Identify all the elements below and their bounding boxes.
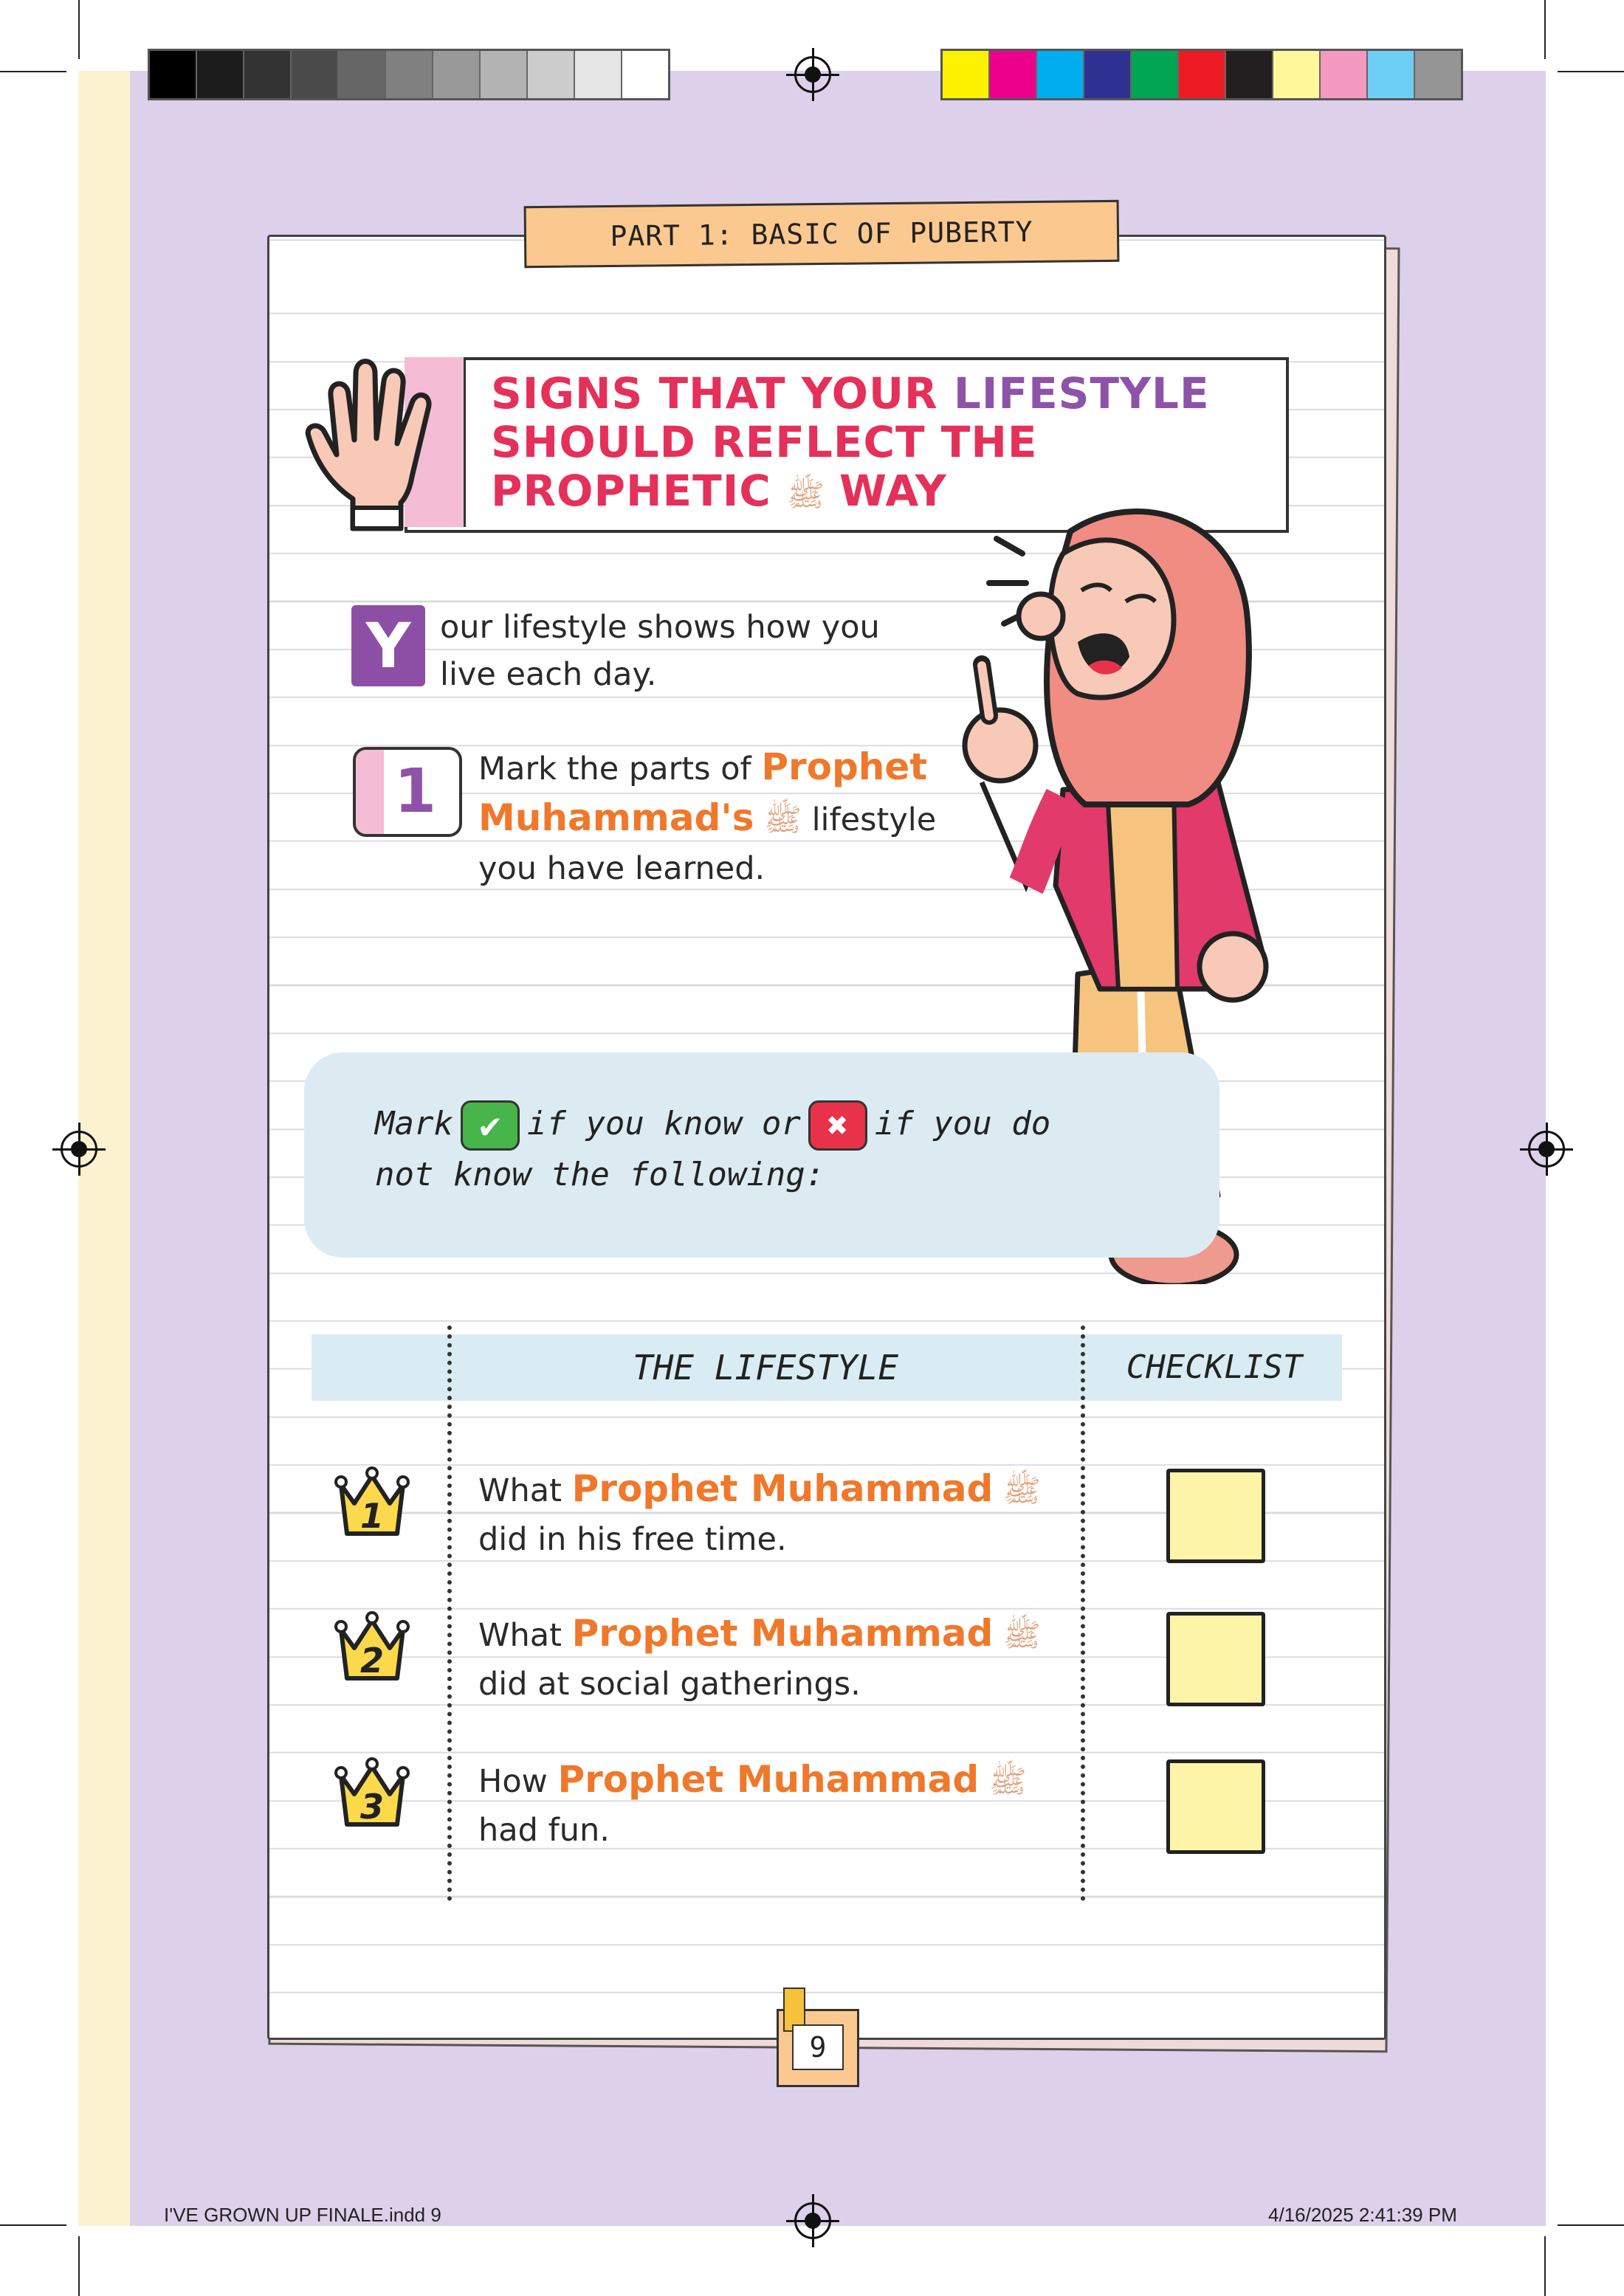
table-row-text <box>478 1464 1069 1564</box>
color-swatch <box>150 51 197 98</box>
row-number: 3 <box>359 1787 385 1827</box>
crown-number-icon <box>334 1607 410 1684</box>
color-swatch <box>244 51 292 98</box>
color-swatch <box>622 51 668 98</box>
color-swatch <box>1368 51 1415 98</box>
honorific-icon: ﷺ <box>1003 1617 1041 1653</box>
instruction-highlight: Prophet <box>761 745 928 788</box>
grayscale-color-bar <box>148 49 670 100</box>
row-text: did in his free time. <box>478 1521 787 1558</box>
row-text: did at social gatherings. <box>478 1666 861 1703</box>
slug-filename: I'VE GROWN UP FINALE.indd 9 <box>164 2204 441 2226</box>
color-swatch <box>1179 51 1226 98</box>
title-text: SIGNS THAT YOUR <box>491 368 954 418</box>
mark-instruction <box>375 1100 1113 1199</box>
color-swatch <box>292 51 339 98</box>
row-highlight: Prophet Muhammad <box>571 1612 994 1655</box>
registration-mark-icon <box>794 2202 831 2239</box>
honorific-icon: ﷺ <box>1003 1472 1041 1509</box>
instruction-text: Mark the parts of <box>478 751 762 787</box>
checklist-box[interactable] <box>1166 1469 1265 1563</box>
activity-instruction <box>478 742 1010 893</box>
honorific-icon: ﷺ <box>787 477 825 513</box>
color-swatch <box>433 51 481 98</box>
row-number: 2 <box>359 1641 385 1680</box>
color-swatch <box>481 51 528 98</box>
column-divider <box>1081 1325 1085 1901</box>
column-header-checklist: CHECKLIST <box>1126 1348 1303 1386</box>
table-row-text <box>478 1755 1069 1855</box>
check-icon: ✔ <box>461 1100 520 1151</box>
crown-number-icon <box>334 1754 410 1830</box>
intro-line: our lifestyle shows how you <box>440 609 880 646</box>
activity-number-badge <box>353 747 462 837</box>
color-swatch <box>1132 51 1179 98</box>
row-text: What <box>478 1617 572 1654</box>
color-swatch <box>528 51 575 98</box>
page-number-tab <box>777 2009 859 2087</box>
color-swatch <box>339 51 386 98</box>
checklist-box[interactable] <box>1166 1759 1265 1854</box>
checklist-box[interactable] <box>1166 1612 1265 1706</box>
color-swatch <box>943 51 990 98</box>
intro-line: live each day. <box>440 656 657 693</box>
crown-number-icon <box>334 1463 410 1540</box>
color-swatch <box>386 51 433 98</box>
cross-icon: ✖ <box>808 1100 867 1151</box>
color-swatch <box>1037 51 1084 98</box>
title-text: PROPHETIC <box>491 466 788 516</box>
title-line1 <box>491 368 1210 418</box>
column-header-lifestyle: THE LIFESTYLE <box>632 1348 899 1387</box>
page-number: 9 <box>792 2024 844 2070</box>
registration-mark-icon <box>61 1131 97 1168</box>
mark-text: if you do <box>874 1105 1051 1142</box>
hand-five-icon <box>301 351 456 536</box>
color-swatch <box>1321 51 1368 98</box>
badge-accent <box>356 750 384 834</box>
honorific-icon: ﷺ <box>764 801 802 838</box>
title-text: WAY <box>824 466 947 516</box>
registration-mark-icon <box>794 56 831 93</box>
crop-mark <box>0 2224 66 2226</box>
row-highlight: Prophet Muhammad <box>571 1467 994 1510</box>
color-swatch <box>197 51 244 98</box>
row-highlight: Prophet Muhammad <box>557 1758 980 1801</box>
dropcap-letter: Y <box>351 605 425 686</box>
instruction-text: you have learned. <box>478 850 765 887</box>
process-color-bar <box>940 49 1463 100</box>
title-line3 <box>491 466 947 516</box>
crop-mark <box>1558 2224 1624 2226</box>
mark-text: Mark <box>375 1105 453 1142</box>
honorific-icon: ﷺ <box>988 1763 1027 1799</box>
crop-mark <box>78 2236 80 2296</box>
column-divider <box>447 1325 452 1901</box>
instruction-highlight: Muhammad's <box>478 796 754 839</box>
row-text: How <box>478 1763 558 1800</box>
activity-number: 1 <box>394 756 437 827</box>
registration-mark-icon <box>1528 1131 1565 1168</box>
table-row-text <box>478 1609 1069 1709</box>
color-swatch <box>1226 51 1273 98</box>
crop-mark <box>78 0 80 59</box>
intro-text <box>440 604 957 698</box>
row-text: had fun. <box>478 1812 610 1849</box>
crop-mark <box>0 71 66 72</box>
crop-mark <box>1544 2236 1546 2296</box>
color-swatch <box>1273 51 1321 98</box>
row-text: What <box>478 1472 572 1509</box>
title-highlight: LIFESTYLE <box>953 368 1210 418</box>
slug-datetime: 4/16/2025 2:41:39 PM <box>1268 2204 1457 2226</box>
title-line2: SHOULD REFLECT THE <box>491 417 1038 467</box>
color-swatch <box>575 51 622 98</box>
mark-text: if you know or <box>526 1105 801 1142</box>
instruction-text: lifestyle <box>801 801 937 838</box>
row-number: 1 <box>359 1496 385 1536</box>
color-swatch <box>1415 51 1461 98</box>
mark-text: not know the following: <box>375 1156 825 1193</box>
color-swatch <box>990 51 1037 98</box>
color-swatch <box>1084 51 1132 98</box>
crop-mark <box>1558 71 1624 72</box>
crop-mark <box>1544 0 1546 59</box>
part-label: PART 1: BASIC OF PUBERTY <box>524 200 1120 268</box>
